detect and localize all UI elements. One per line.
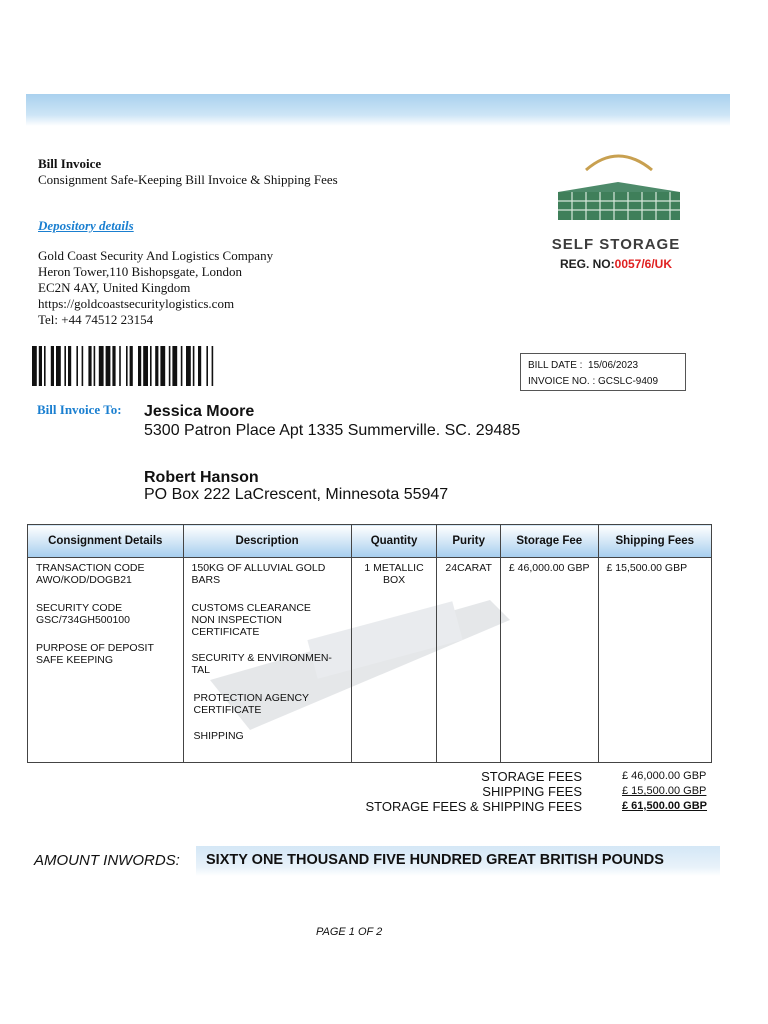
col-header-quantity: Quantity bbox=[351, 525, 437, 558]
storage-fees-value: £ 46,000.00 GBP bbox=[622, 770, 707, 782]
bill-date: BILL DATE : 15/06/2023 bbox=[528, 360, 639, 371]
company-name: Gold Coast Security And Logistics Company bbox=[38, 248, 274, 263]
amount-in-words-value: SIXTY ONE THOUSAND FIVE HUNDRED GREAT BRITISH POUNDS bbox=[206, 852, 664, 868]
table-header-row bbox=[28, 525, 712, 558]
depository-address bbox=[38, 248, 273, 328]
total-fees-label: STORAGE FEES & SHIPPING FEES bbox=[365, 799, 582, 814]
address-line-1: Heron Tower,110 Bishopsgate, London bbox=[38, 264, 243, 279]
consignment-table bbox=[27, 524, 712, 763]
description-cell: 150KG OF ALLUVIAL GOLD BARS CUSTOMS CLEARANCE NON INSPECTION CERTIFICATE SECURITY & ENVIRONMEN- TAL PROTECTION AGENCY CERTIFICATE SHIPPING bbox=[183, 558, 351, 763]
consignment-details-cell: TRANSACTION CODE AWO/KOD/DOGB21 SECURITY CODE GSC/734GH500100 PURPOSE OF DEPOSIT SAFE KEEPING bbox=[28, 558, 184, 763]
bill-to-label: Bill Invoice To: bbox=[37, 402, 122, 417]
invoice-subtitle: Consignment Safe-Keeping Bill Invoice & Shipping Fees bbox=[38, 172, 338, 187]
shipping-fee-cell: £ 15,500.00 GBP bbox=[598, 558, 711, 763]
header-band bbox=[26, 94, 730, 126]
recipient-name-1: Jessica Moore bbox=[144, 403, 255, 420]
recipient-name-2: Robert Hanson bbox=[144, 469, 259, 486]
logo-brand-text: SELF STORAGE bbox=[551, 236, 681, 253]
storage-fee-cell: £ 46,000.00 GBP bbox=[500, 558, 598, 763]
shipping-fees-label: SHIPPING FEES bbox=[482, 784, 582, 799]
total-fees-value: £ 61,500.00 GBP bbox=[622, 800, 708, 812]
page-number: PAGE 1 OF 2 bbox=[316, 926, 383, 938]
storage-fees-label: STORAGE FEES bbox=[481, 769, 582, 784]
invoice-number: INVOICE NO. : GCSLC-9409 bbox=[528, 376, 659, 387]
col-header-consignment: Consignment Details bbox=[28, 525, 184, 558]
table-row bbox=[28, 558, 712, 763]
quantity-cell: 1 METALLIC BOX bbox=[351, 558, 437, 763]
registration-number: REG. NO:0057/6/UK bbox=[559, 257, 673, 271]
col-header-description: Description bbox=[183, 525, 351, 558]
purity-cell: 24CARAT bbox=[437, 558, 501, 763]
website-link[interactable]: https://goldcoastsecuritylogistics.com bbox=[38, 296, 235, 311]
col-header-storage-fee: Storage Fee bbox=[500, 525, 598, 558]
recipient-address-2: PO Box 222 LaCrescent, Minnesota 55947 bbox=[144, 486, 449, 503]
col-header-shipping-fees: Shipping Fees bbox=[598, 525, 711, 558]
amount-in-words-label: AMOUNT INWORDS: bbox=[34, 852, 180, 869]
barcode bbox=[32, 346, 384, 386]
col-header-purity: Purity bbox=[437, 525, 501, 558]
recipient-address-1: 5300 Patron Place Apt 1335 Summerville. SC. 29485 bbox=[144, 422, 521, 439]
invoice-title: Bill Invoice bbox=[38, 156, 102, 171]
bill-meta-box bbox=[520, 353, 686, 391]
depository-heading: Depository details bbox=[38, 218, 134, 233]
phone-number: Tel: +44 74512 23154 bbox=[38, 312, 154, 327]
warehouse-icon bbox=[548, 148, 688, 228]
shipping-fees-value: £ 15,500.00 GBP bbox=[622, 785, 707, 797]
address-line-2: EC2N 4AY, United Kingdom bbox=[38, 280, 191, 295]
